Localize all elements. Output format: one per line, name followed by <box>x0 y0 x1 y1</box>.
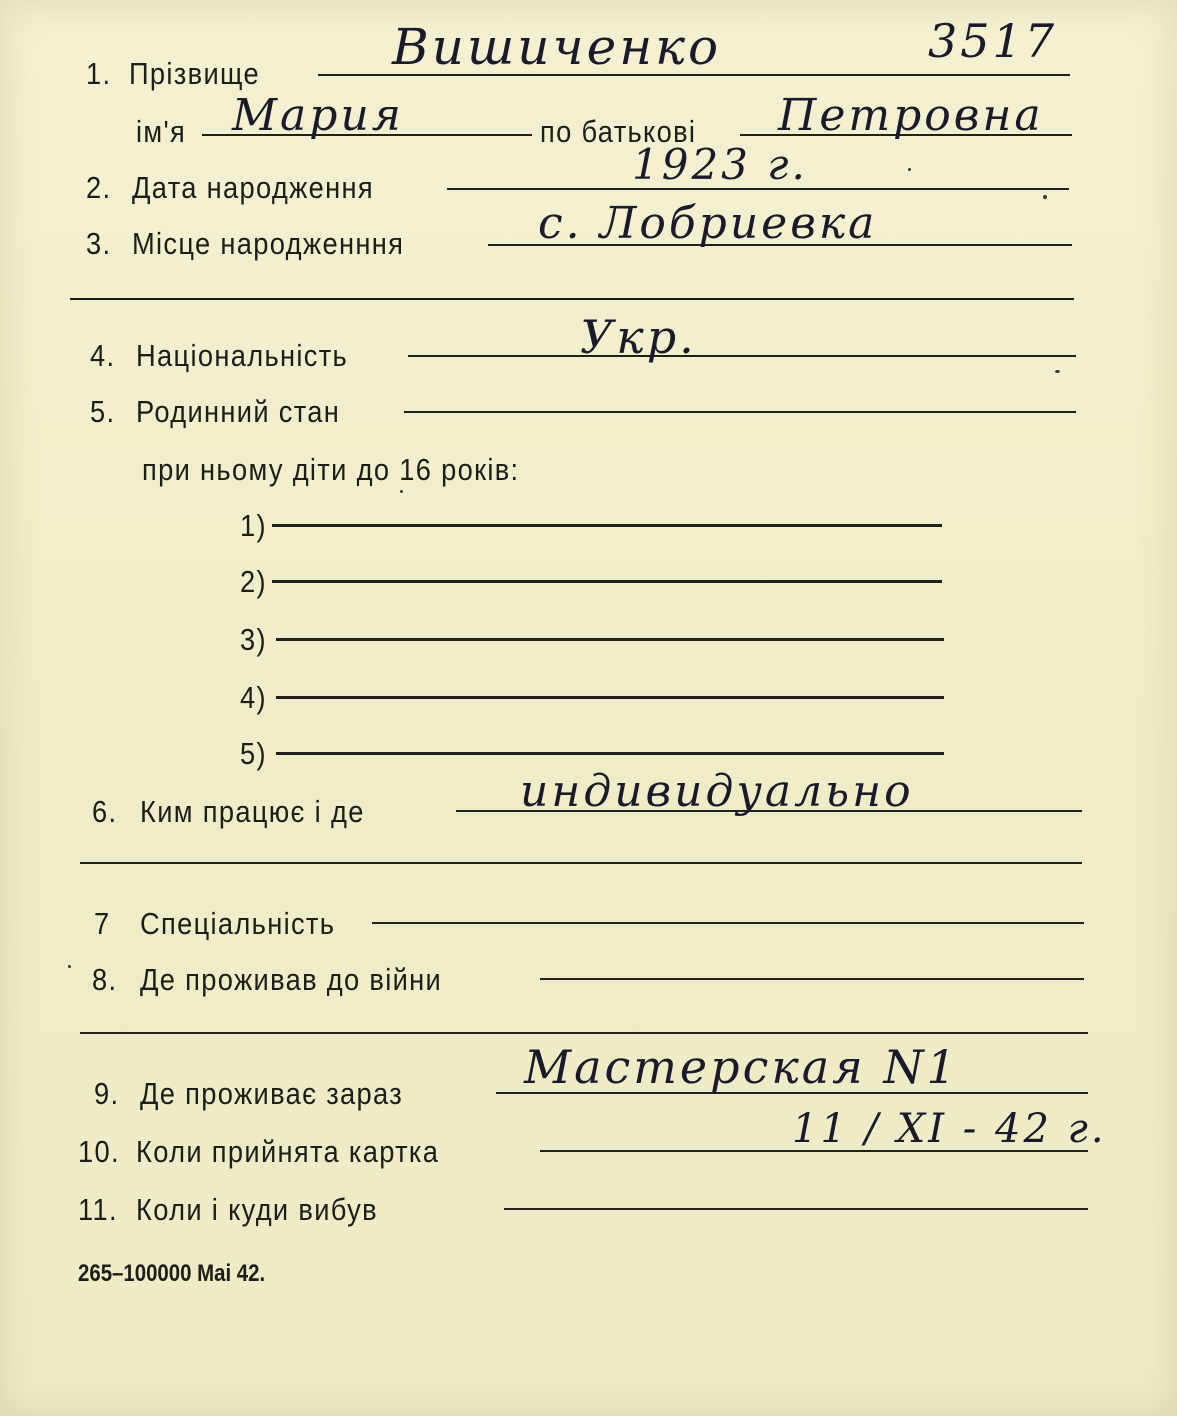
child-1-line <box>272 524 942 527</box>
field-5-label: Родинний стан <box>136 394 341 429</box>
field-7-line <box>372 922 1084 924</box>
field-8-line-2 <box>80 1032 1088 1034</box>
name-label: ім'я <box>136 114 187 149</box>
field-2-number: 2. <box>86 170 112 205</box>
paper-speck <box>1043 195 1047 199</box>
field-3-label: Місце народженння <box>132 226 405 261</box>
birth-date-value: 1923 г. <box>632 140 808 189</box>
patronymic-label: по батькові <box>540 114 697 149</box>
child-1-number: 1) <box>240 508 267 543</box>
name-value: Мария <box>232 90 404 141</box>
field-8-label: Де проживав до війни <box>140 962 443 997</box>
child-5-number: 5) <box>240 736 267 771</box>
field-10-number: 10. <box>78 1134 120 1169</box>
field-6-number: 6. <box>92 794 118 829</box>
field-6-label: Ким працює і де <box>140 794 365 829</box>
field-8-line <box>540 978 1084 980</box>
field-11-label: Коли і куди вибув <box>136 1192 378 1227</box>
field-1-number: 1. <box>86 56 112 91</box>
field-9-label: Де проживає зараз <box>140 1076 404 1111</box>
nationality-value: Укр. <box>580 310 697 364</box>
paper-speck <box>1055 370 1060 373</box>
field-11-line <box>504 1208 1088 1210</box>
children-label: при ньому діти до 16 років: <box>142 452 520 487</box>
paper-speck <box>400 490 403 493</box>
field-9-number: 9. <box>94 1076 120 1111</box>
child-3-number: 3) <box>240 622 267 657</box>
child-5-line <box>276 752 944 755</box>
field-6-line-2 <box>80 862 1082 864</box>
current-residence-value: Мастерская N1 <box>524 1040 959 1094</box>
field-5-number: 5. <box>90 394 116 429</box>
birth-place-value: с. Лобриевка <box>538 198 878 249</box>
child-2-line <box>272 580 942 583</box>
child-4-line <box>276 696 944 699</box>
card-number: 3517 <box>928 14 1058 68</box>
card-accepted-value: 11 / XI - 42 г. <box>792 1106 1107 1152</box>
paper-speck <box>908 168 911 171</box>
patronymic-value: Петровна <box>778 90 1044 141</box>
field-7-label: Спеціальність <box>140 906 336 941</box>
field-3-line-2 <box>70 298 1074 300</box>
occupation-value: индивидуально <box>520 766 914 817</box>
field-11-number: 11. <box>78 1192 118 1227</box>
field-5-line <box>404 411 1076 413</box>
field-10-label: Коли прийнята картка <box>136 1134 440 1169</box>
child-4-number: 4) <box>240 680 267 715</box>
field-8-number: 8. <box>92 962 118 997</box>
surname-value: Вишиченко <box>392 18 722 76</box>
paper-speck <box>68 965 71 968</box>
field-7-number: 7 <box>94 906 111 941</box>
field-1-label: Прізвище <box>129 56 260 91</box>
field-2-label: Дата народження <box>132 170 375 205</box>
field-4-number: 4. <box>90 338 116 373</box>
field-4-line <box>408 355 1076 357</box>
field-4-label: Національність <box>136 338 349 373</box>
print-code: 265–100000 Mai 42. <box>78 1260 266 1287</box>
child-3-line <box>276 638 944 641</box>
field-3-number: 3. <box>86 226 112 261</box>
child-2-number: 2) <box>240 564 267 599</box>
